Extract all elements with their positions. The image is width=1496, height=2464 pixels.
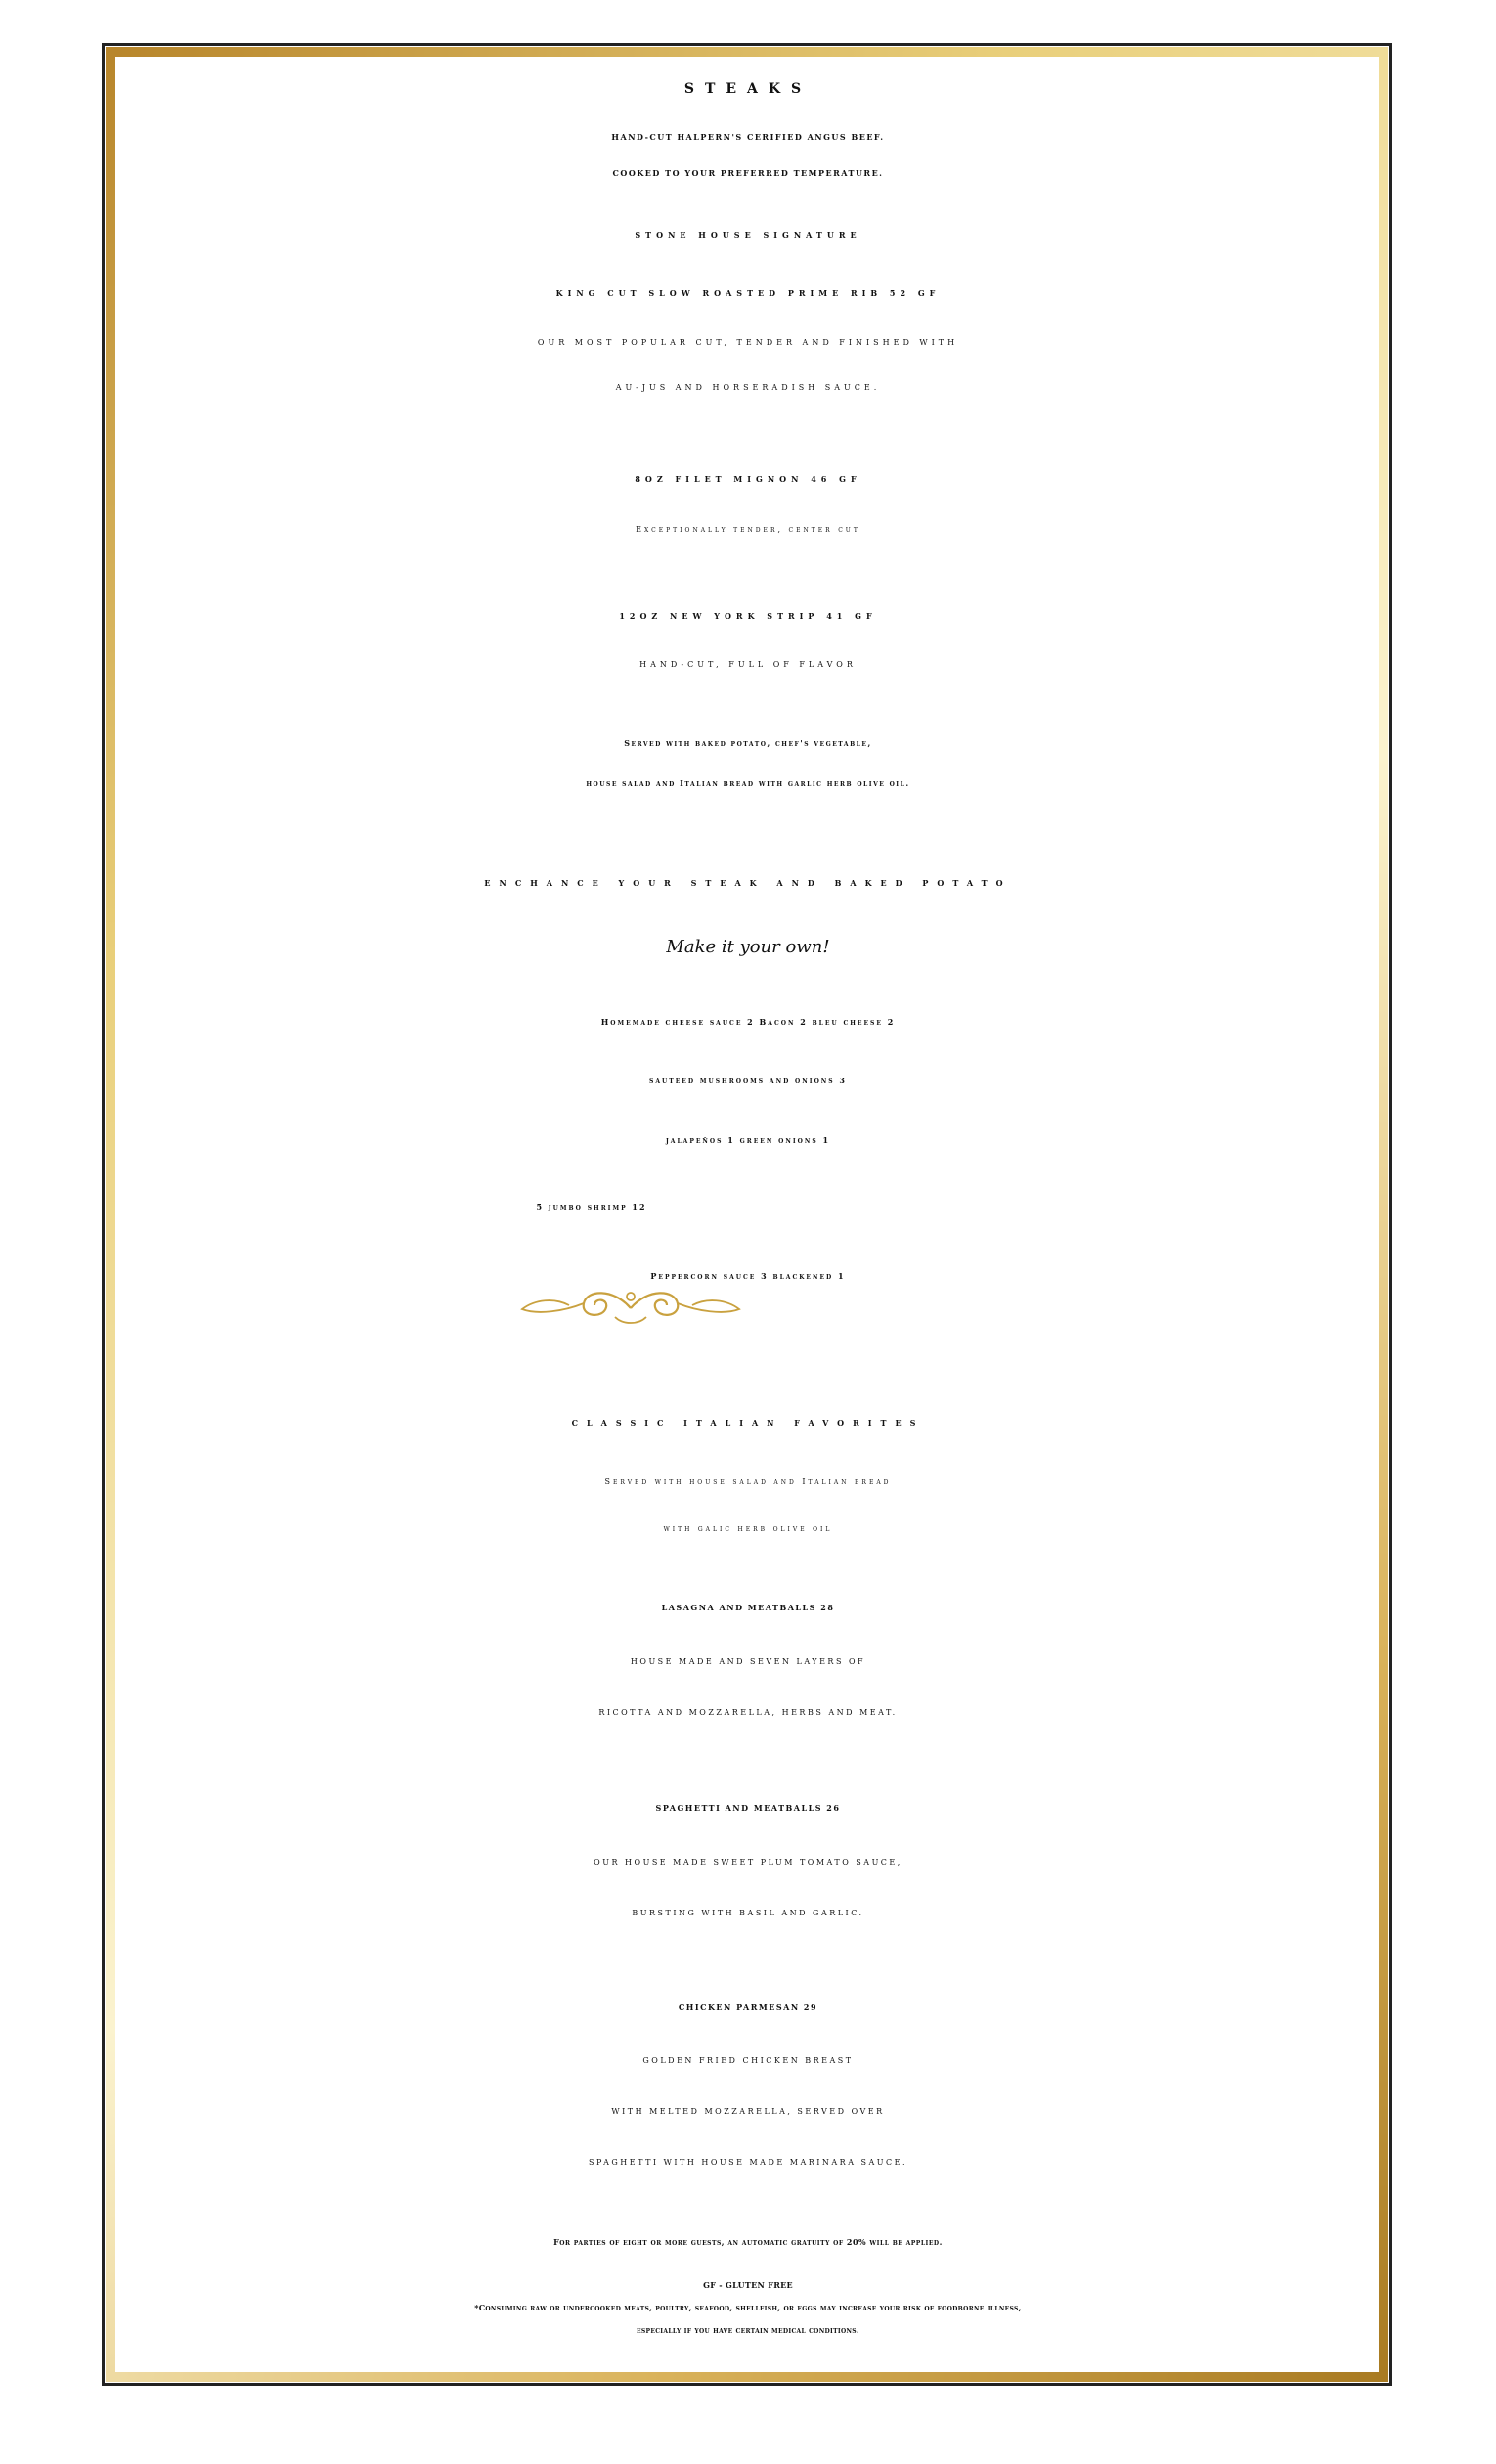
chicken-parmesan-desc-line-3: SPAGHETTI WITH HOUSE MADE MARINARA SAUCE. — [588, 2158, 908, 2167]
spaghetti-name: SPAGHETTI AND MEATBALLS 26 — [655, 1803, 841, 1813]
filet-mignon-desc: Exceptionally tender, center cut — [636, 525, 860, 534]
filet-mignon-name: 8OZ FILET MIGNON 46 GF — [635, 474, 861, 484]
enhance-title: ENCHANCE YOUR STEAK AND BAKED POTATO — [484, 878, 1012, 888]
enhance-addons-line-4: 5 jumbo shrimp 12 — [536, 1202, 647, 1211]
gratuity-note: For parties of eight or more guests, an automatic gratuity of 20% will be applied. — [553, 2237, 943, 2247]
chicken-parmesan-desc-line-2: WITH MELTED MOZZARELLA, SERVED OVER — [611, 2107, 885, 2116]
food-safety-warning-line-2: especially if you have certain medical conditions. — [637, 2325, 859, 2335]
menu-page — [117, 55, 1379, 2372]
enhance-addons-line-2: sautéed mushrooms and onions 3 — [649, 1076, 847, 1085]
enhance-tagline: Make it your own! — [666, 937, 830, 957]
spaghetti-desc-line-1: OUR HOUSE MADE SWEET PLUM TOMATO SAUCE, — [594, 1858, 902, 1867]
italian-served-with-line-2: with galic herb olive oil — [663, 1524, 833, 1533]
lasagna-desc-line-1: HOUSE MADE AND SEVEN LAYERS OF — [630, 1657, 866, 1666]
lasagna-desc-line-2: RICOTTA AND MOZZARELLA, HERBS AND MEAT. — [598, 1708, 898, 1717]
ornamental-flourish-divider — [413, 1282, 849, 1331]
gluten-free-note: GF - GLUTEN FREE — [703, 2280, 793, 2290]
steaks-subtitle-line-2: COOKED TO YOUR PREFERRED TEMPERATURE. — [612, 168, 884, 178]
italian-served-with-line-1: Served with house salad and Italian bread — [604, 1477, 892, 1486]
signature-label: STONE HOUSE SIGNATURE — [635, 230, 861, 240]
steaks-subtitle-line-1: HAND-CUT HALPERN'S CERIFIED ANGUS BEEF. — [611, 132, 885, 142]
chicken-parmesan-desc-line-1: GOLDEN FRIED CHICKEN BREAST — [642, 2056, 854, 2065]
food-safety-warning-line-1: *Consuming raw or undercooked meats, poultry, seafood, shellfish, or eggs may increase your risk of foodborne illness, — [474, 2303, 1022, 2312]
enhance-addons-line-1: Homemade cheese sauce 2 Bacon 2 bleu cheese 2 — [600, 1017, 896, 1027]
steaks-served-with-line-2: house salad and Italian bread with garlic herb olive oil. — [586, 778, 910, 788]
enhance-addons-line-5: Peppercorn sauce 3 blackened 1 — [650, 1271, 846, 1281]
steaks-title: STEAKS — [683, 81, 813, 97]
enhance-addons-line-3: jalapeños 1 green onions 1 — [665, 1135, 831, 1145]
new-york-strip-desc: HAND-CUT, FULL OF FLAVOR — [639, 660, 857, 669]
steaks-served-with-line-1: Served with baked potato, chef's vegetable, — [624, 738, 872, 748]
lasagna-name: LASAGNA AND MEATBALLS 28 — [661, 1603, 835, 1612]
spaghetti-desc-line-2: BURSTING WITH BASIL AND GARLIC. — [632, 1909, 864, 1917]
new-york-strip-name: 12OZ NEW YORK STRIP 41 GF — [619, 611, 877, 621]
italian-title: CLASSIC ITALIAN FAVORITES — [571, 1418, 925, 1428]
prime-rib-desc-line-2: AU-JUS AND HORSERADISH SAUCE. — [615, 383, 881, 392]
prime-rib-desc-line-1: OUR MOST POPULAR CUT, TENDER AND FINISHED WITH — [537, 338, 959, 347]
prime-rib-name: KING CUT SLOW ROASTED PRIME RIB 52 GF — [555, 288, 941, 298]
chicken-parmesan-name: CHICKEN PARMESAN 29 — [678, 2002, 818, 2012]
